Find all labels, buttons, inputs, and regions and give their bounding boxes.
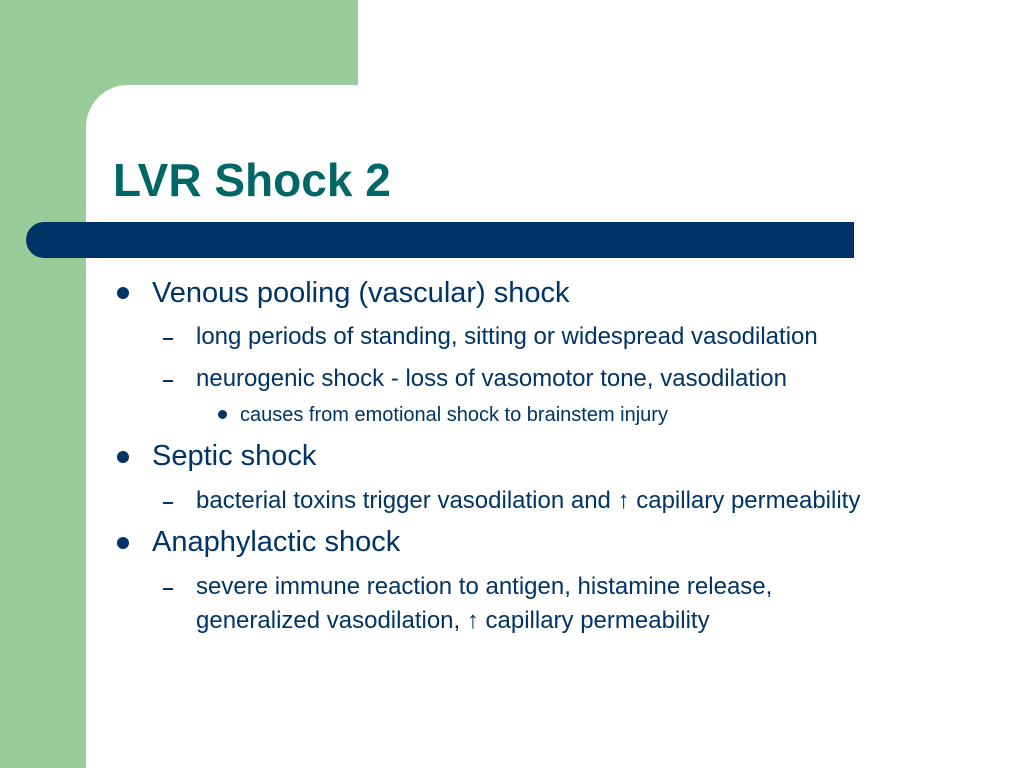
sub-sub-bullet-causes: causes from emotional shock to brainstem injury [240, 404, 668, 426]
bullet-dot [117, 537, 129, 549]
bullet-dot-small [218, 410, 227, 419]
bullet-septic-shock: Septic shock [152, 440, 317, 472]
dash-marker [163, 380, 173, 382]
sub-bullet-standing-sitting: long periods of standing, sitting or widespread vasodilation [196, 323, 818, 350]
sub-bullet-immune-reaction: severe immune reaction to antigen, histamine release, [196, 573, 773, 600]
bullet-venous-pooling: Venous pooling (vascular) shock [152, 277, 570, 309]
bullet-anaphylactic-shock: Anaphylactic shock [152, 526, 401, 558]
sub-bullet-neurogenic: neurogenic shock - loss of vasomotor tone, vasodilation [196, 365, 787, 392]
sub-bullet-bacterial-toxins: bacterial toxins trigger vasodilation and ↑ capillary permeability [196, 487, 861, 514]
dash-marker [163, 502, 173, 504]
bullet-dot [117, 451, 129, 463]
sub-bullet-immune-reaction-continued: generalized vasodilation, ↑ capillary permeability [196, 607, 710, 634]
dash-marker [163, 338, 173, 340]
dash-marker [163, 588, 173, 590]
slide-title: LVR Shock 2 [113, 154, 391, 206]
bullet-dot [117, 287, 129, 299]
